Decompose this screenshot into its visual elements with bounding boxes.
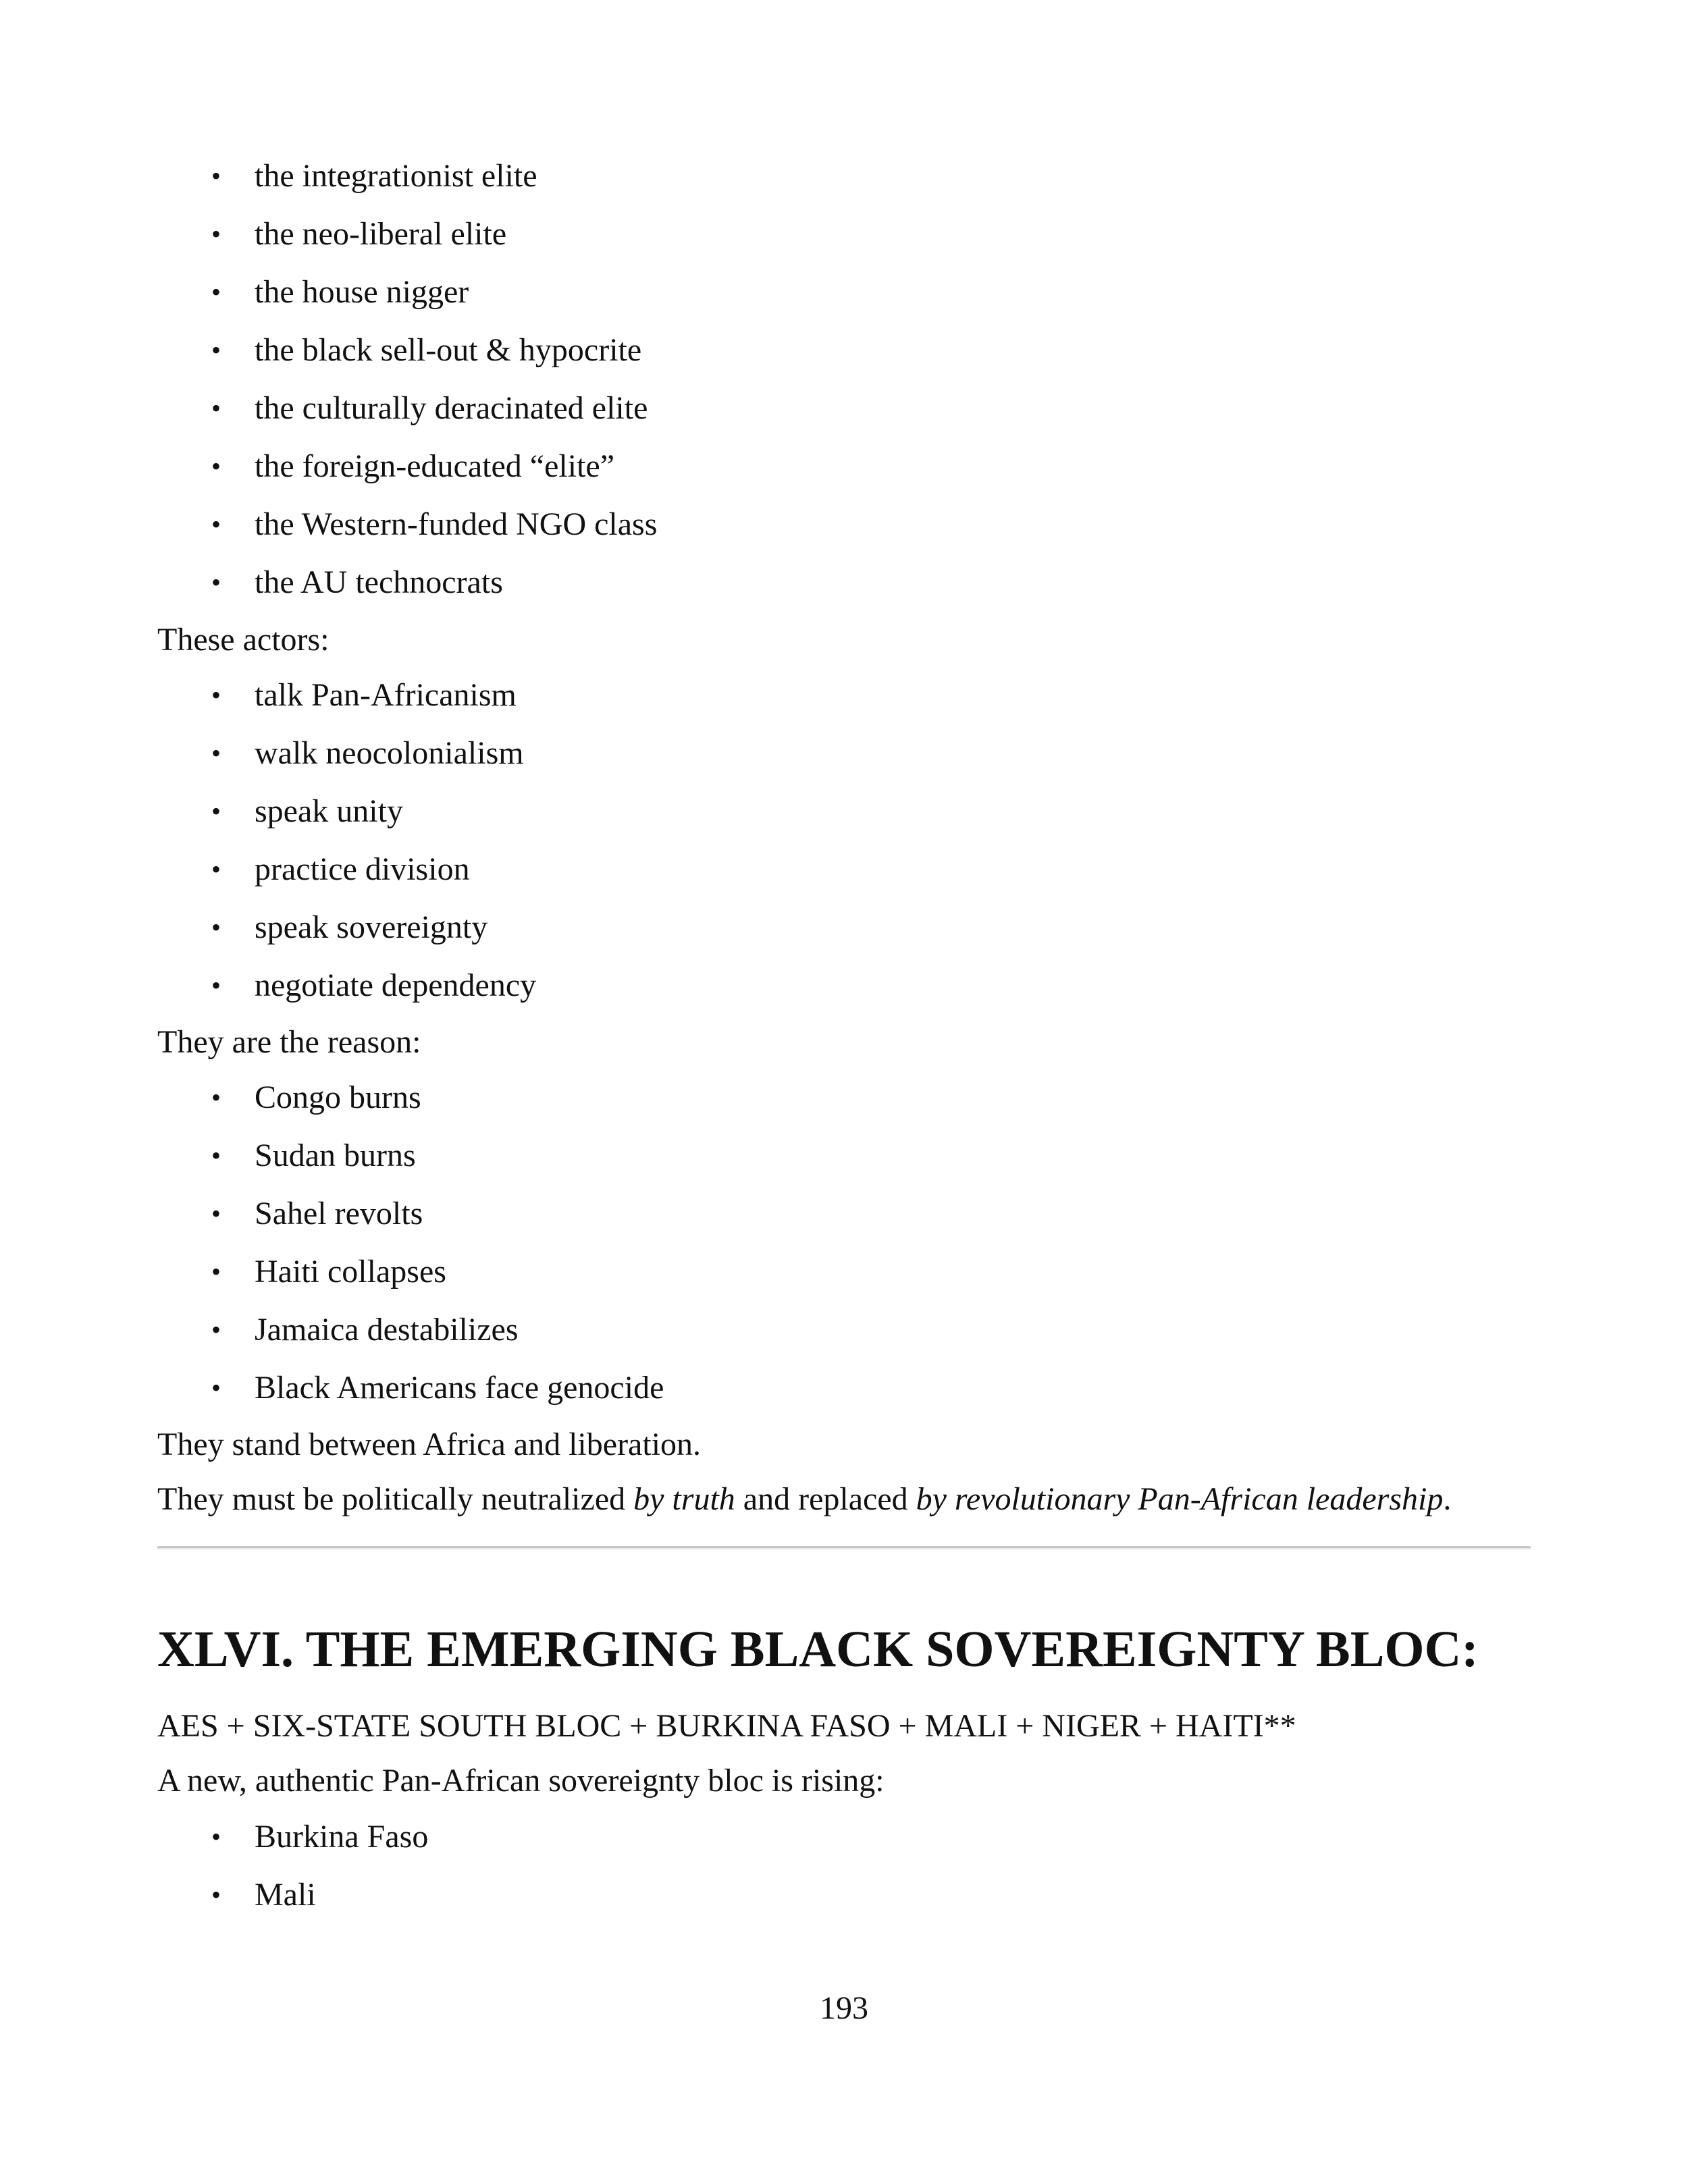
elites-list (0, 147, 1350, 612)
neutralized-text-3: . (1443, 1481, 1452, 1517)
list-item: • Burkina Faso (0, 1808, 1350, 1866)
neutralized-italic-2: by revolutionary Pan-African leadership (916, 1481, 1444, 1517)
list-item: • talk Pan-Africanism (0, 666, 1350, 724)
section-divider (157, 1546, 1531, 1549)
list-item: • walk neocolonialism (0, 724, 1350, 782)
bloc-list (0, 1808, 1350, 1924)
actors-list (0, 666, 1350, 1015)
stand-between-paragraph: They stand between Africa and liberation. (157, 1427, 702, 1462)
list-item: • Jamaica destabilizes (0, 1301, 1350, 1359)
neutralized-italic-1: by truth (633, 1481, 735, 1517)
page-number: 193 (820, 1990, 868, 2026)
reasons-list (0, 1069, 1350, 1417)
list-item: • Congo burns (0, 1069, 1350, 1127)
neutralized-text-2: and replaced (735, 1481, 916, 1517)
list-item: • Mali (0, 1866, 1350, 1924)
actors-intro: These actors: (157, 622, 329, 658)
list-item: • Sahel revolts (0, 1185, 1350, 1243)
list-item: • Black Americans face genocide (0, 1359, 1350, 1417)
list-item: • the foreign-educated “elite” (0, 437, 1350, 496)
list-item: • speak unity (0, 782, 1350, 841)
list-item: • negotiate dependency (0, 957, 1350, 1015)
list-item: • the integrationist elite (0, 147, 1350, 205)
list-item: • practice division (0, 841, 1350, 899)
list-item: • the black sell-out & hypocrite (0, 321, 1350, 379)
list-item: • Sudan burns (0, 1127, 1350, 1185)
list-item: • the house nigger (0, 263, 1350, 321)
list-item: • Haiti collapses (0, 1243, 1350, 1301)
section-subtitle: AES + SIX-STATE SOUTH BLOC + BURKINA FASO + MALI + NIGER + HAITI** (157, 1708, 1296, 1744)
list-item: • the culturally deracinated elite (0, 379, 1350, 437)
list-item: • the neo-liberal elite (0, 205, 1350, 263)
list-item: • the AU technocrats (0, 554, 1350, 612)
neutralized-text-1: They must be politically neutralized (157, 1481, 634, 1517)
list-item: • the Western-funded NGO class (0, 496, 1350, 554)
list-item: • speak sovereignty (0, 899, 1350, 957)
neutralized-paragraph (157, 1479, 1451, 1520)
section-heading: XLVI. THE EMERGING BLACK SOVEREIGNTY BLOC: (157, 1621, 1479, 1678)
reason-intro: They are the reason: (157, 1024, 421, 1060)
bloc-intro: A new, authentic Pan-African sovereignty bloc is rising: (157, 1763, 885, 1799)
